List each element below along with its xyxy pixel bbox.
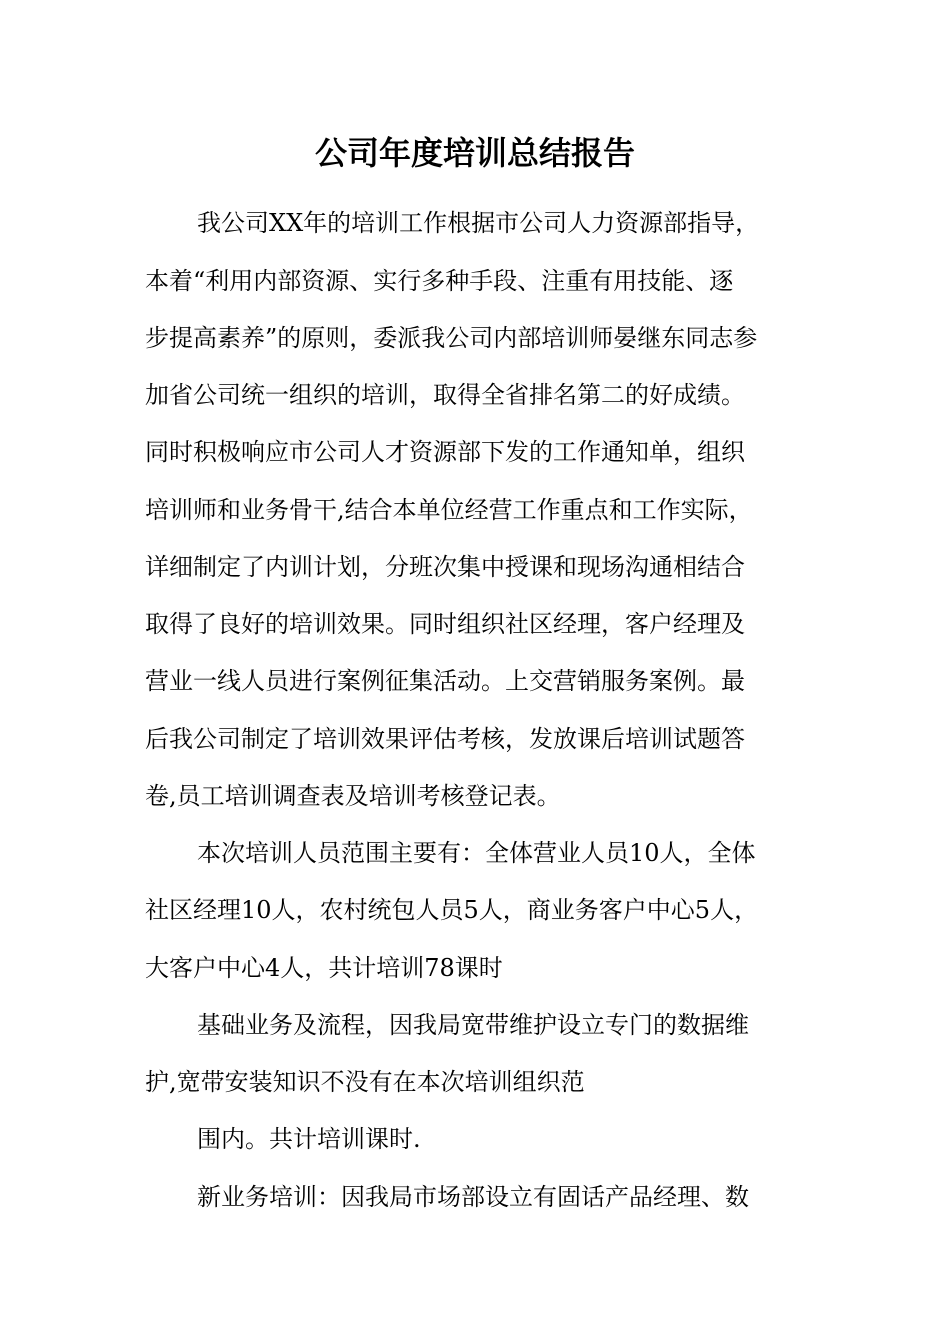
paragraph-3-line-1: 基础业务及流程，因我局宽带维护设立专门的数据维	[197, 1011, 749, 1039]
paragraph-4-line-1: 围内。共计培训课时.	[197, 1125, 421, 1153]
paragraph-2-line-1: 本次培训人员范围主要有：全体营业人员10人，全体	[197, 839, 756, 867]
paragraph-2-line-3: 大客户中心4人，共计培训78课时	[145, 954, 503, 982]
paragraph-1-line-2: 本着“利用内部资源、实行多种手段、注重有用技能、逐	[145, 267, 734, 295]
paragraph-1-line-3: 步提高素养”的原则，委派我公司内部培训师晏继东同志参	[145, 324, 758, 352]
paragraph-1-line-7: 详细制定了内训计划，分班次集中授课和现场沟通相结合	[145, 553, 745, 581]
paragraph-1-line-10: 后我公司制定了培训效果评估考核，发放课后培训试题答	[145, 725, 745, 753]
paragraph-1-line-1: 我公司XX年的培训工作根据市公司人力资源部指导，	[197, 209, 760, 237]
paragraph-1-line-5: 同时积极响应市公司人才资源部下发的工作通知单，组织	[145, 438, 745, 466]
paragraph-1-line-9: 营业一线人员进行案例征集活动。上交营销服务案例。最	[145, 667, 745, 695]
paragraph-1-line-8: 取得了良好的培训效果。同时组织社区经理，客户经理及	[145, 610, 745, 638]
paragraph-1-line-4: 加省公司统一组织的培训，取得全省排名第二的好成绩。	[145, 381, 745, 409]
paragraph-1-line-6: 培训师和业务骨干,结合本单位经营工作重点和工作实际，	[145, 496, 753, 524]
paragraph-3-line-2: 护,宽带安装知识不没有在本次培训组织范	[145, 1068, 585, 1096]
paragraph-2-line-2: 社区经理10人，农村统包人员5人，商业务客户中心5人，	[145, 896, 759, 924]
paragraph-1-line-11: 卷,员工培训调查表及培训考核登记表。	[145, 782, 561, 810]
paragraph-5-line-1: 新业务培训：因我局市场部设立有固话产品经理、数	[197, 1183, 749, 1211]
document-title: 公司年度培训总结报告	[314, 134, 635, 172]
